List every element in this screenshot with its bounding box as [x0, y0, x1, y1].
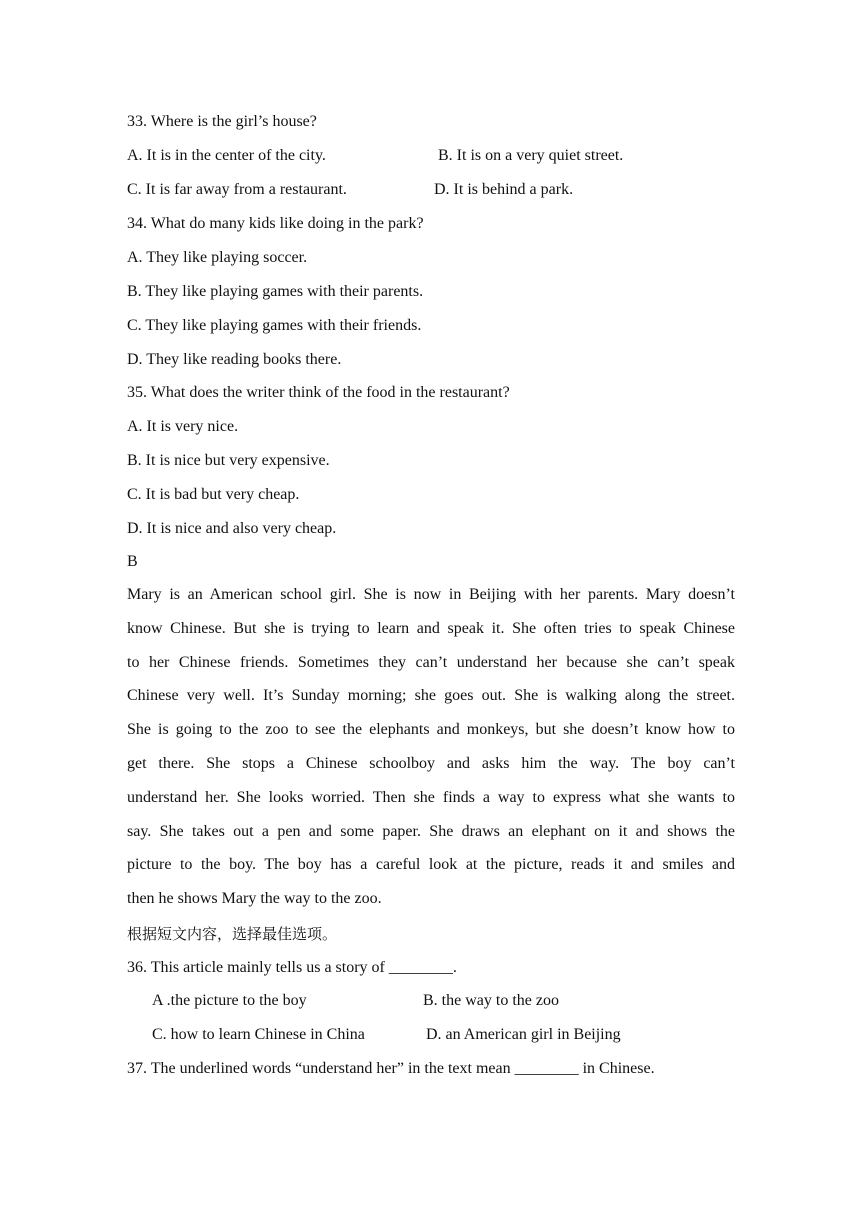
- question-35-option-b: B. It is nice but very expensive.: [127, 452, 330, 469]
- question-34-option-d: D. They like reading books there.: [127, 351, 342, 368]
- passage-line: Mary is an American school girl. She is now in Beijing with her parents. Mary doesn’t: [127, 586, 735, 603]
- chinese-instruction: 根据短文内容，选择最佳选项。: [127, 925, 338, 943]
- question-35-stem: 35. What does the writer think of the food in the restaurant?: [127, 384, 510, 401]
- question-36-option-d: D. an American girl in Beijing: [426, 1026, 621, 1043]
- question-34-stem: 34. What do many kids like doing in the park?: [127, 215, 424, 232]
- passage-line: get there. She stops a Chinese schoolboy and asks him the way. The boy can’t: [127, 754, 735, 772]
- question-34-option-b: B. They like playing games with their parents.: [127, 283, 424, 300]
- passage-line: then he shows Mary the way to the zoo.: [127, 890, 382, 908]
- question-33-option-b: B. It is on a very quiet street.: [438, 147, 624, 164]
- passage-line: Chinese very well. It’s Sunday morning; she goes out. She is walking along the street.: [127, 687, 735, 705]
- question-36-option-c: C. how to learn Chinese in China: [152, 1026, 365, 1043]
- question-36-stem: 36. This article mainly tells us a story of ________.: [127, 959, 457, 976]
- question-35-option-c: C. It is bad but very cheap.: [127, 486, 300, 503]
- question-33-option-a: A. It is in the center of the city.: [127, 147, 326, 164]
- passage-line: know Chinese. But she is trying to learn and speak it. She often tries to speak Chinese: [127, 619, 735, 637]
- question-33-option-c: C. It is far away from a restaurant.: [127, 181, 347, 198]
- section-b-label: B: [127, 553, 138, 570]
- question-33-option-d: D. It is behind a park.: [434, 181, 574, 198]
- question-36-option-a: A .the picture to the boy: [152, 992, 307, 1009]
- passage-line: She is going to the zoo to see the elephants and monkeys, but she doesn’t know how to: [127, 721, 735, 739]
- question-36-option-b: B. the way to the zoo: [423, 992, 559, 1009]
- question-35-option-a: A. It is very nice.: [127, 418, 239, 435]
- passage-line: understand her. She looks worried. Then she finds a way to express what she wants to: [127, 788, 735, 806]
- question-37-stem: 37. The underlined words “understand her” in the text mean ________ in Chinese.: [127, 1060, 655, 1077]
- passage-line: say. She takes out a pen and some paper. She draws an elephant on it and shows the: [127, 822, 735, 840]
- question-33-stem: 33. Where is the girl’s house?: [127, 113, 317, 130]
- passage-line: to her Chinese friends. Sometimes they can’t understand her because she can’t speak: [127, 653, 735, 671]
- question-34-option-c: C. They like playing games with their friends.: [127, 317, 422, 334]
- question-34-option-a: A. They like playing soccer.: [127, 249, 308, 266]
- passage-line: picture to the boy. The boy has a careful look at the picture, reads it and smiles and: [127, 856, 735, 874]
- question-35-option-d: D. It is nice and also very cheap.: [127, 520, 337, 537]
- reading-passage: [127, 578, 735, 916]
